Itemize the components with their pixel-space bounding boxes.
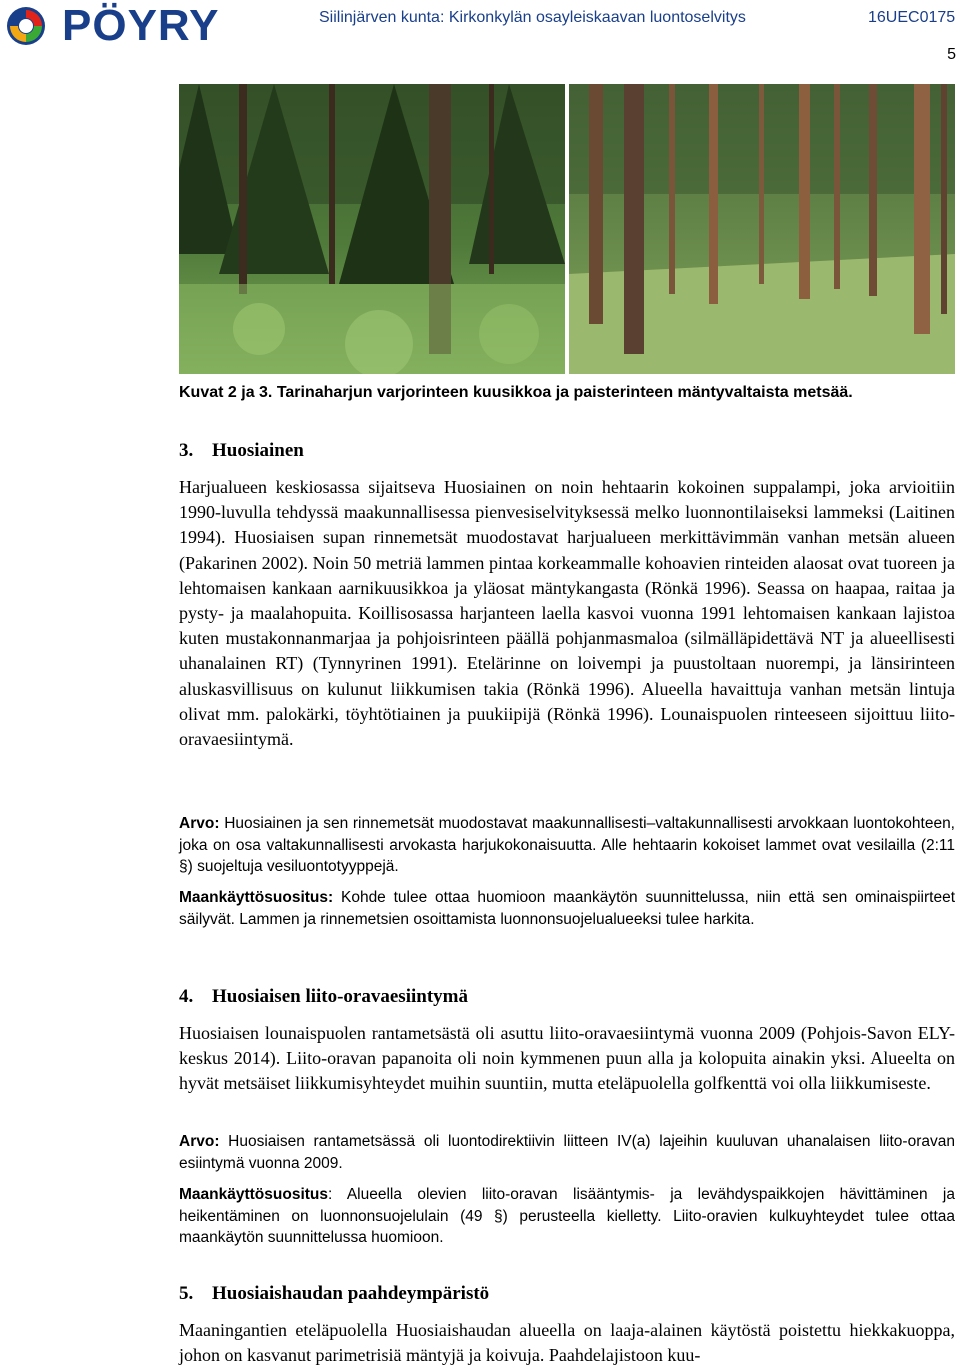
section-4-value-text: Huosiaisen rantametsässä oli luontodirektiivin liitteen IV(a) lajeihin kuuluvan uhanalaisen liito-oravan esiintymä vuonna 2009. xyxy=(179,1133,955,1172)
document-code: 16UEC0175 xyxy=(868,9,956,26)
section-4-title: Huosiaisen liito-oravaesiintymä xyxy=(212,986,468,1007)
section-3-value xyxy=(179,813,955,878)
section-5-number: 5. xyxy=(179,1283,194,1304)
section-3-recommendation-label: Maankäyttösuositus: xyxy=(179,889,334,906)
page-number: 5 xyxy=(947,46,956,63)
photo-pine-forest xyxy=(569,84,955,374)
section-3-recommendation-text: Kohde tulee ottaa huomioon maankäytön suunnittelussa, niin että sen ominaispiirteet säilyvät. Lammen ja rinnemetsien osoittamista luonnonsuojelualueeksi tulee harkita. xyxy=(179,889,955,928)
section-4-recommendation xyxy=(179,1184,955,1249)
section-4-recommendation-text: : Alueella olevien liito-oravan lisääntymis- ja levähdyspaikkojen hävittäminen ja heikentäminen on luonnonsuojelulain (49 §) perusteella kielletty. Liito-oravien kulkuyhteydet tulee ottaa maankäytön suunnittelussa huomioon. xyxy=(179,1186,955,1247)
section-3-recommendation xyxy=(179,887,955,930)
section-3-value-text: Huosiainen ja sen rinnemetsät muodostavat maakunnallisesti–valtakunnallisesti arvokkaan luontokohteen, joka on osa valtakunnallisesti arvokasta harjukokonaisuutta. Alle hehtaarin kokoiset lammet ovat vesilailla (2:11 §) suojeltuja vesiluontotyyppejä. xyxy=(179,815,955,876)
section-5-paragraph: Maaningantien eteläpuolella Huosiaishaudan alueella on laaja-alainen käytöstä poistettu hiekkakuoppa, johon on kasvanut parimetrisiä mäntyjä ja koivuja. Paahdelajistoon kuu- xyxy=(179,1320,955,1366)
photo-spruce-forest xyxy=(179,84,565,374)
section-5-title: Huosiaishaudan paahdeympäristö xyxy=(212,1283,490,1304)
poyry-logo xyxy=(4,1,242,50)
section-5-heading xyxy=(179,1283,489,1305)
document-title: Siilinjärven kunta: Kirkonkylän osayleiskaavan luontoselvitys xyxy=(319,9,746,26)
section-3-heading xyxy=(179,440,304,462)
poyry-logo-icon xyxy=(4,4,56,48)
section-4-number: 4. xyxy=(179,986,194,1007)
section-3-value-label: Arvo: xyxy=(179,815,220,832)
section-4-heading xyxy=(179,986,468,1008)
section-4-value xyxy=(179,1131,955,1174)
section-4-value-label: Arvo: xyxy=(179,1133,220,1150)
photo-caption: Kuvat 2 ja 3. Tarinaharjun varjorinteen kuusikkoa ja paisterinteen mäntyvaltaista metsää. xyxy=(179,384,853,401)
section-3-number: 3. xyxy=(179,440,194,461)
spruce-forest-image xyxy=(179,84,565,374)
pine-forest-image xyxy=(569,84,955,374)
section-3-title: Huosiainen xyxy=(212,440,304,461)
section-3-paragraph: Harjualueen keskiosassa sijaitseva Huosiainen on noin hehtaarin kokoinen suppalampi, joka arvioitiin 1990-luvulla tehdyssä maakunnallisessa pienvesiselvityksessä melko luonnontilaiseksi lammeksi (Laitinen 1994). Huosiaisen supan rinnemetsät muodostavat harjualueen merkittävimmän vanhan metsän alueen (Pakarinen 2002). Noin 50 metriä lammen pintaa korkeammalle kohoavien rinteiden alaosat ovat tuoreen ja lehtomaisen kankaan aarnikuusikkoa ja yläosat mäntykangasta (Rönkä 1996). Seassa on haapaa, raitaa ja pysty- ja maalahopuita. Koillisosassa harjanteen laella kasvoi vuonna 1991 lehtomaisen kankaan lajistoa kuten mustakonnanmarjaa ja pohjoisrinteen päällä pohjanmasmaloa (silmälläpidettävä NT ja alueellisesti uhanalainen RT) (Tynnyrinen 1991). Etelärinne on loivempi ja puustoltaan nuorempi, ja länsirinteen aluskasvillisuus on kulunut liikkumisen takia (Rönkä 1996). Alueella havaittuja vanhan metsän lintuja olivat mm. palokärki, töyhtötiainen ja puukiipijä (Rönkä 1996). Lounaispuolen rinteeseen sijoittuu liito-oravaesiintymä. xyxy=(179,477,955,750)
section-4-paragraph: Huosiaisen lounaispuolen rantametsästä oli asuttu liito-oravaesiintymä vuonna 2009 (Pohjois-Savon ELY-keskus 2014). Liito-oravan papanoita oli noin kymmenen puun alla ja kolopuita ainakin yksi. Alueelta on hyvät metsäiset liikkumisyhteydet muihin suuntiin, mutta eteläpuolella golfkenttä voi olla liikkumiseste. xyxy=(179,1023,955,1094)
logo-wordmark: PÖYRY xyxy=(62,1,220,50)
section-4-recommendation-label: Maankäyttösuositus xyxy=(179,1186,329,1203)
